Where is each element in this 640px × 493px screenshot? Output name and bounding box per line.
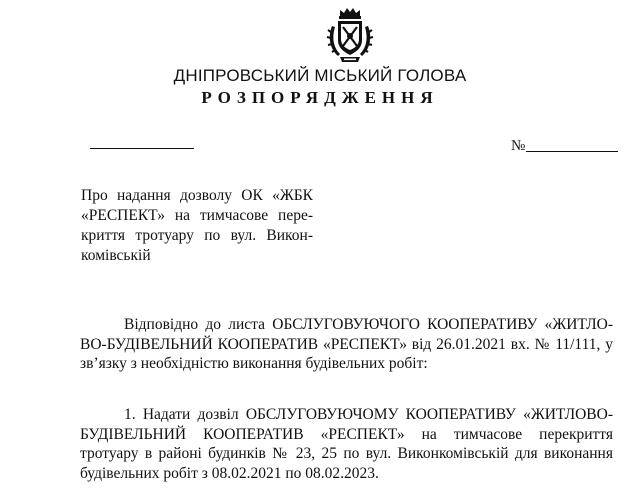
issuer-title: ДНІПРОВСЬКИЙ МІСЬКИЙ ГОЛОВА — [173, 66, 467, 85]
document-number-field — [511, 138, 618, 155]
subject-line: «РЕСПЕКТ» на тимчасове пере- — [81, 207, 313, 224]
paragraph-line: 1. Надати дозвіл ОБСЛУГОВУЮЧОМУ КООПЕРАТИВУ «ЖИТЛОВО- — [124, 406, 613, 423]
paragraph-line: зв’язку з необхідністю виконання будівельних робіт: — [80, 355, 428, 372]
paragraph-line: БУДІВЕЛЬНИЙ КООПЕРАТИВ «РЕСПЕКТ» на тимчасове перекриття — [80, 425, 613, 443]
subject-line: комівській — [81, 247, 151, 264]
preamble-paragraph — [80, 315, 613, 374]
number-sign: № — [511, 138, 526, 154]
city-coat-of-arms-icon — [326, 6, 374, 64]
subject-block — [81, 186, 313, 266]
number-blank-line — [526, 151, 618, 152]
paragraph-line: тротуару в районі будинків № 23, 25 по вул. Виконкомівській для виконання — [80, 445, 613, 462]
date-blank-line — [90, 148, 194, 149]
order-item-1 — [80, 405, 613, 483]
subject-line: Про надання дозволу ОК «ЖБК — [81, 187, 313, 204]
subject-line: криття тротуару по вул. Викон- — [81, 227, 313, 244]
paragraph-line: ВО-БУДІВЕЛЬНИЙ КООПЕРАТИВ «РЕСПЕКТ» від 26.01.2021 вх. № 11/111, у — [80, 335, 613, 353]
paragraph-line: будівельних робіт з 08.02.2021 по 08.02.2023. — [80, 464, 379, 482]
paragraph-line: Відповідно до листа ОБСЛУГОВУЮЧОГО КООПЕРАТИВУ «ЖИТЛО- — [124, 316, 613, 333]
document-type-title: РОЗПОРЯДЖЕННЯ — [201, 88, 439, 107]
